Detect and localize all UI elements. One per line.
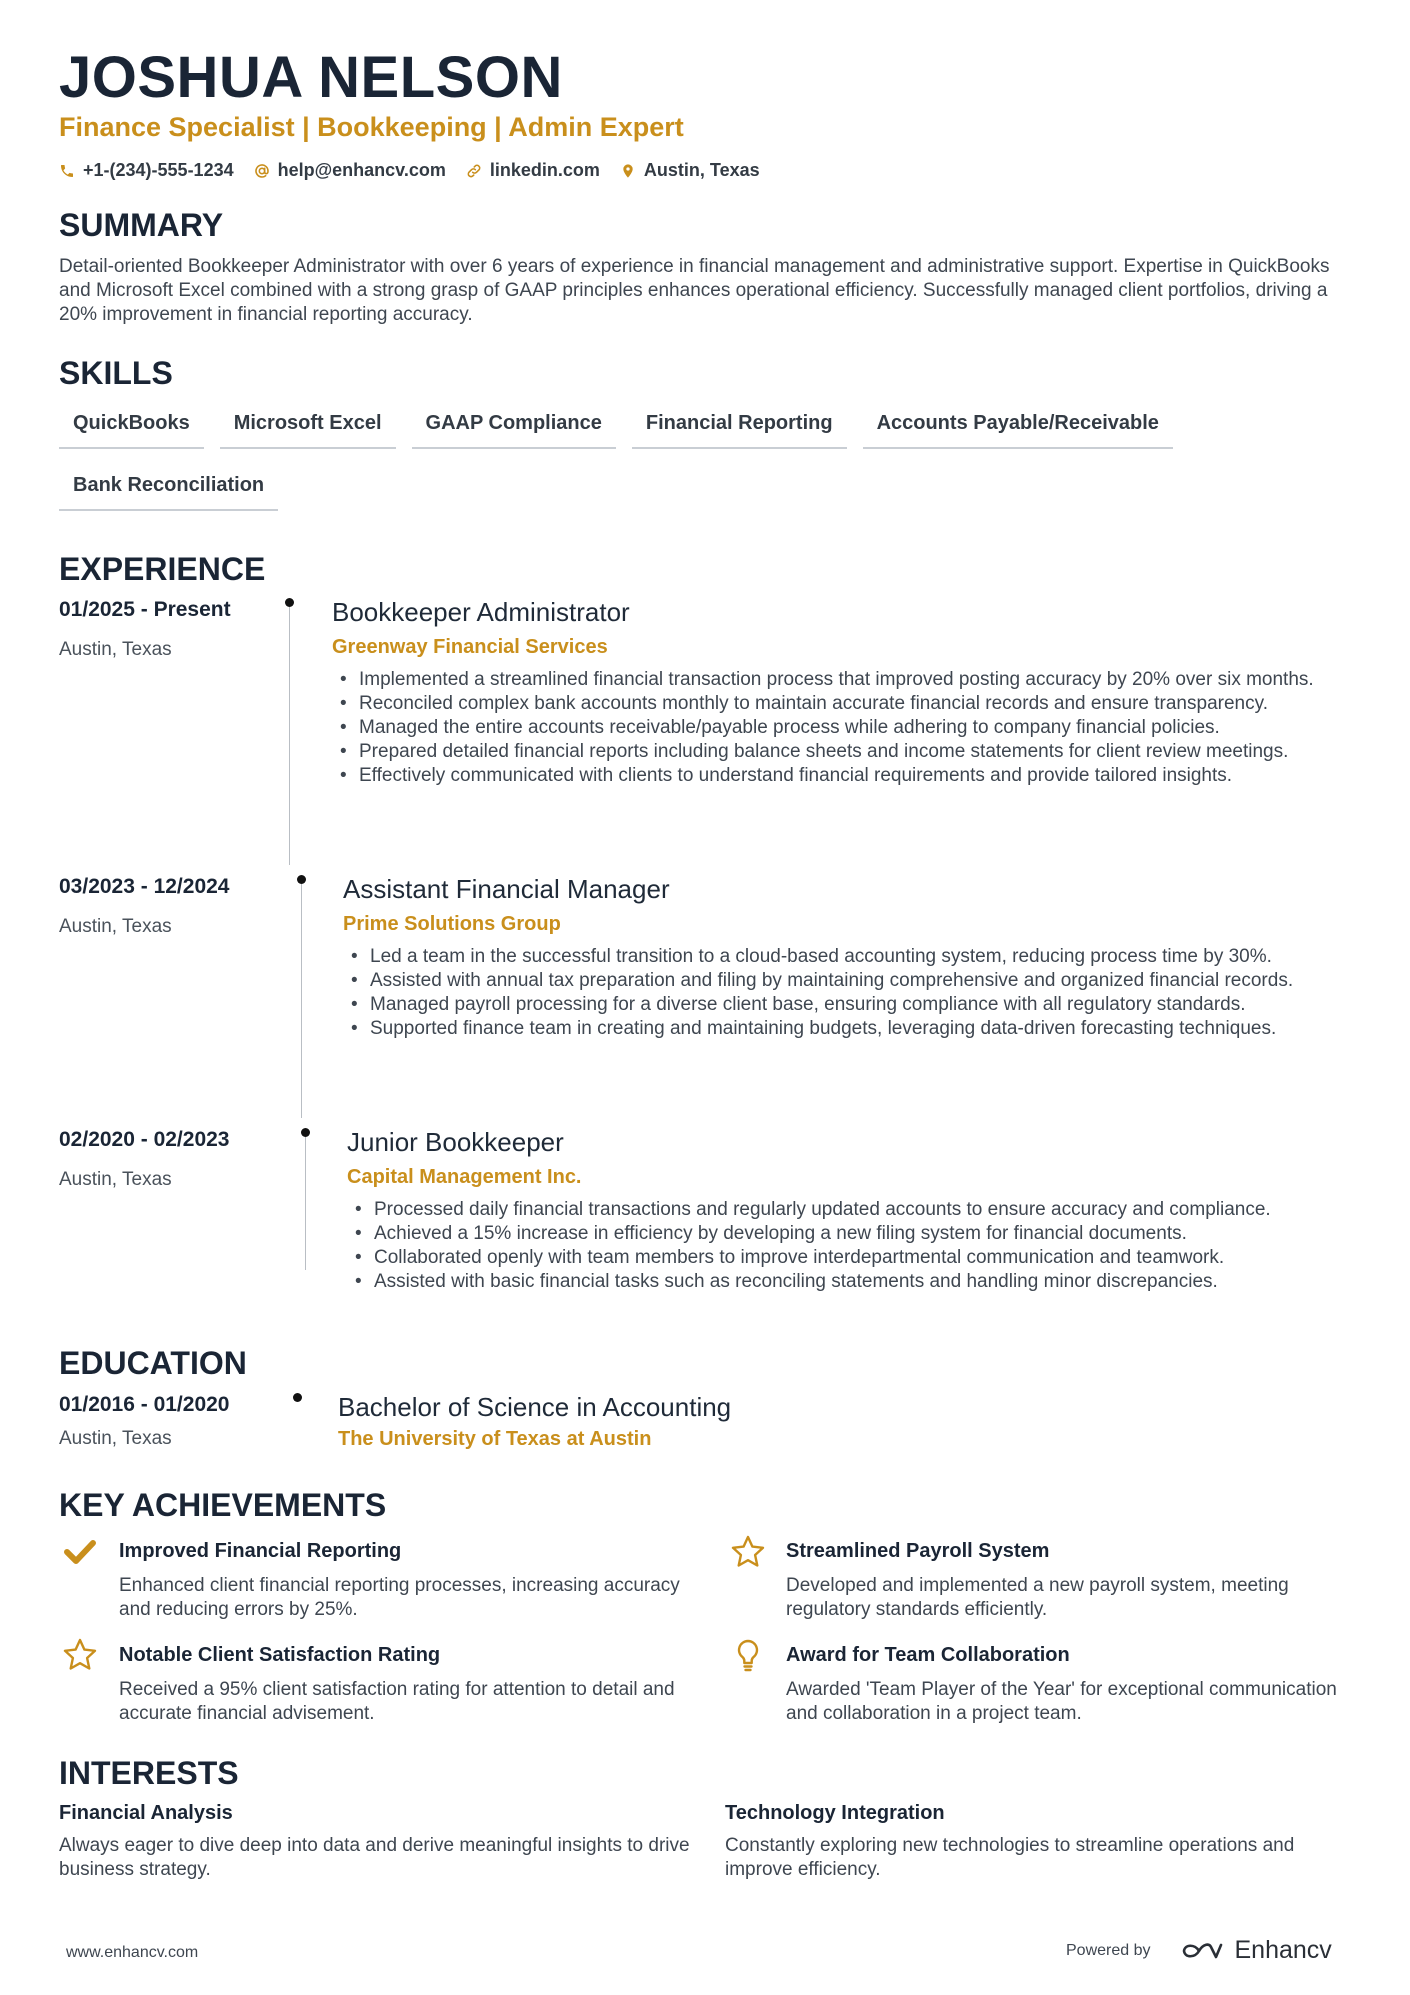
summary-heading: SUMMARY [59,207,224,243]
job-location: Austin, Texas [59,639,172,660]
job-title: Junior Bookkeeper [347,1127,564,1157]
interest-description: Always eager to dive deep into data and derive meaningful insights to drive business strategy. [59,1835,690,1880]
interest-description: Constantly exploring new technologies to streamline operations and improve efficiency. [725,1835,1295,1880]
contact-bar [59,160,780,181]
star-icon [730,1534,766,1570]
timeline-dot [301,1128,310,1137]
contact-location [620,160,760,181]
footer-branding [1066,1936,1332,1965]
job-title: Assistant Financial Manager [343,874,670,904]
job-dates: 03/2023 - 12/2024 [59,875,230,898]
education-heading: EDUCATION [59,1345,247,1381]
job-bullet: • Collaborated openly with team members to improve interdepartmental communication and teamwork. [347,1246,1357,1270]
job-bullets [332,668,1342,788]
job-bullet: • Achieved a 15% increase in efficiency by developing a new filing system for financial documents. [347,1222,1357,1246]
skill-tag: QuickBooks [59,408,204,449]
enhancv-logo-icon [1179,1939,1225,1963]
timeline-line [305,1137,306,1270]
interest-title: Technology Integration [725,1802,945,1824]
job-bullet: • Reconciled complex bank accounts monthly to maintain accurate financial records and ensure transparency. [332,692,1342,716]
skill-tag: Accounts Payable/Receivable [863,408,1173,449]
contact-email-text: help@enhancv.com [277,160,446,180]
timeline-dot [297,875,306,884]
job-location: Austin, Texas [59,1169,172,1190]
timeline-line [301,884,302,1118]
achievement-description: Received a 95% client satisfaction rating for attention to detail and accurate financial advisement. [119,1679,675,1724]
job-company: Capital Management Inc. [347,1166,582,1188]
link-icon [466,163,482,179]
contact-linkedin[interactable] [466,160,600,181]
footer-website-link[interactable]: www.enhancv.com [66,1944,199,1961]
candidate-headline: Finance Specialist | Bookkeeping | Admin Expert [59,112,684,142]
skills-list [59,408,1319,532]
job-bullet: • Prepared detailed financial reports including balance sheets and income statements for client review meetings. [332,740,1342,764]
contact-email[interactable] [254,160,446,181]
timeline-dot [285,598,294,607]
skill-tag: GAAP Compliance [412,408,616,449]
contact-linkedin-text: linkedin.com [489,160,600,180]
experience-heading: EXPERIENCE [59,551,266,587]
job-bullet: • Managed the entire accounts receivable/payable process while adhering to company financial policies. [332,716,1342,740]
enhancv-logo-text: Enhancv [1234,1936,1332,1964]
timeline-line [289,607,290,865]
education-location: Austin, Texas [59,1428,172,1449]
job-company: Greenway Financial Services [332,636,608,658]
achievement-title: Award for Team Collaboration [786,1644,1070,1666]
job-dates: 02/2020 - 02/2023 [59,1128,230,1151]
job-bullet: • Effectively communicated with clients to understand financial requirements and provide tailored insights. [332,764,1342,788]
skills-heading: SKILLS [59,355,173,391]
powered-by-label: Powered by [1066,1941,1151,1959]
job-bullet: • Supported finance team in creating and maintaining budgets, leveraging data-driven forecasting techniques. [343,1017,1353,1041]
enhancv-logo[interactable] [1179,1936,1332,1965]
contact-phone[interactable] [59,160,234,181]
achievement-description: Enhanced client financial reporting processes, increasing accuracy and reducing errors by 25%. [119,1575,680,1620]
phone-icon [59,163,75,179]
education-degree: Bachelor of Science in Accounting [338,1392,732,1422]
contact-location-text: Austin, Texas [643,160,760,180]
candidate-name: JOSHUA NELSON [59,45,563,110]
job-bullet: • Implemented a streamlined financial transaction process that improved posting accuracy by 20% over six months. [332,668,1342,692]
timeline-dot [293,1393,302,1402]
job-bullet: • Assisted with basic financial tasks such as reconciling statements and handling minor discrepancies. [347,1270,1357,1294]
skill-tag: Microsoft Excel [220,408,396,449]
job-location: Austin, Texas [59,916,172,937]
job-dates: 01/2025 - Present [59,598,231,621]
job-bullet: • Assisted with annual tax preparation and filing by maintaining comprehensive and organized financial records. [343,969,1353,993]
job-title: Bookkeeper Administrator [332,597,630,627]
achievements-heading: KEY ACHIEVEMENTS [59,1487,387,1523]
summary-text: Detail-oriented Bookkeeper Administrator with over 6 years of experience in financial management and administrative support. Expertise in QuickBooks and Microsoft Excel combined with a strong grasp of GAAP principles enhances operational efficiency. Successfully managed client portfolios, driving a 20% improvement in financial reporting accuracy. [59,256,1330,325]
location-pin-icon [620,163,636,179]
star-icon [62,1637,98,1673]
job-bullets [347,1198,1357,1294]
achievement-description: Awarded 'Team Player of the Year' for exceptional communication and collaboration in a project team. [786,1679,1337,1724]
education-school: The University of Texas at Austin [338,1428,652,1450]
achievement-title: Improved Financial Reporting [119,1540,402,1562]
job-bullet: • Led a team in the successful transition to a cloud-based accounting system, reducing process time by 30%. [343,945,1353,969]
achievement-description: Developed and implemented a new payroll system, meeting regulatory standards efficiently. [786,1575,1289,1620]
interest-title: Financial Analysis [59,1802,233,1824]
interests-heading: INTERESTS [59,1755,239,1791]
job-bullets [343,945,1353,1041]
contact-phone-text: +1-(234)-555-1234 [83,160,234,180]
skill-tag: Financial Reporting [632,408,847,449]
job-bullet: • Managed payroll processing for a diverse client base, ensuring compliance with all regulatory standards. [343,993,1353,1017]
achievement-title: Notable Client Satisfaction Rating [119,1644,441,1666]
skill-tag: Bank Reconciliation [59,470,278,511]
at-icon [254,163,270,179]
education-dates: 01/2016 - 01/2020 [59,1393,230,1416]
job-company: Prime Solutions Group [343,913,561,935]
achievement-title: Streamlined Payroll System [786,1540,1050,1562]
lightbulb-icon [730,1637,766,1673]
job-bullet: • Processed daily financial transactions and regularly updated accounts to ensure accuracy and compliance. [347,1198,1357,1222]
checkmark-icon [62,1534,98,1570]
